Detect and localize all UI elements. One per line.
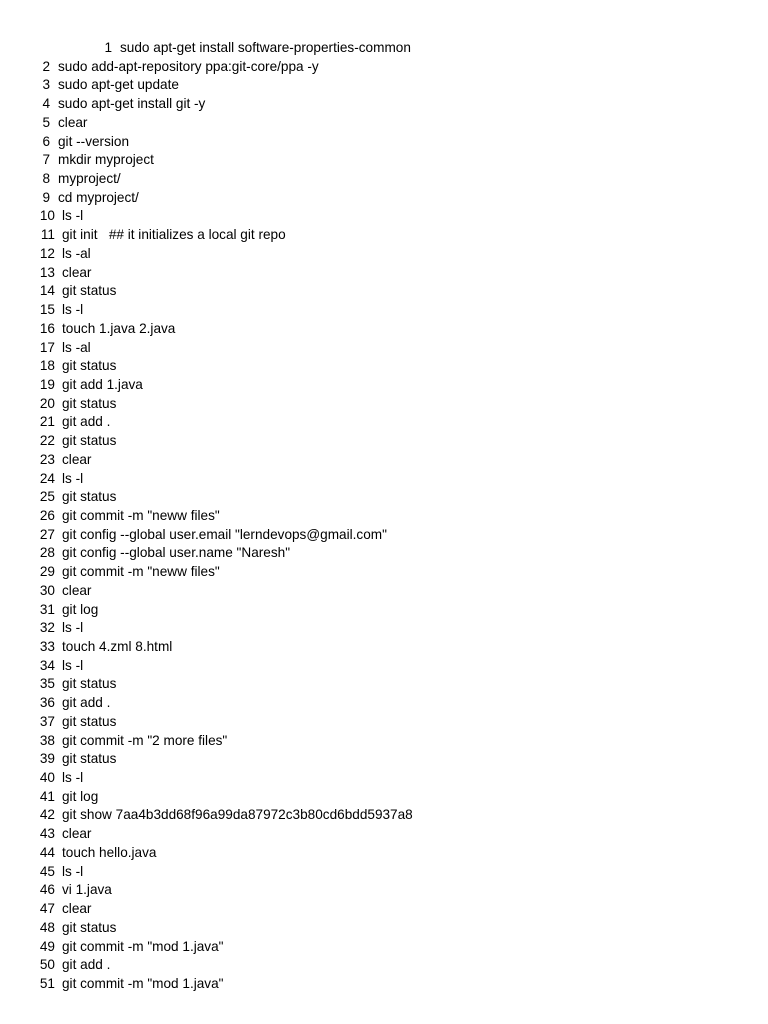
line-number: 27 bbox=[39, 526, 55, 542]
history-line bbox=[0, 207, 768, 226]
history-line bbox=[0, 657, 768, 676]
line-number: 9 bbox=[42, 189, 50, 205]
line-number: 20 bbox=[39, 395, 55, 411]
command-text: git status bbox=[62, 358, 117, 374]
line-number: 41 bbox=[39, 788, 55, 804]
history-line bbox=[0, 881, 768, 900]
line-number: 23 bbox=[39, 451, 55, 467]
command-text: git log bbox=[62, 601, 99, 617]
line-number: 30 bbox=[39, 582, 55, 598]
line-number: 10 bbox=[39, 208, 55, 224]
line-number: 14 bbox=[39, 283, 55, 299]
history-line bbox=[0, 95, 768, 114]
line-number: 13 bbox=[39, 264, 55, 280]
command-text: git init ## it initializes a local git repo bbox=[62, 227, 286, 243]
command-text: clear bbox=[62, 451, 92, 467]
line-number: 45 bbox=[39, 863, 55, 879]
command-text: git commit -m "mod 1.java" bbox=[62, 975, 224, 991]
history-line bbox=[0, 956, 768, 975]
history-line bbox=[0, 544, 768, 563]
line-number: 29 bbox=[39, 564, 55, 580]
history-line bbox=[0, 844, 768, 863]
command-text: git status bbox=[62, 713, 117, 729]
command-history-list bbox=[0, 39, 768, 994]
command-text: ls -l bbox=[62, 302, 84, 318]
line-number: 32 bbox=[39, 620, 55, 636]
history-line bbox=[0, 189, 768, 208]
line-number: 25 bbox=[39, 489, 55, 505]
command-text: clear bbox=[58, 114, 88, 130]
history-line bbox=[0, 694, 768, 713]
command-text: ls -l bbox=[62, 470, 84, 486]
command-text: ls -l bbox=[62, 770, 84, 786]
line-number: 42 bbox=[39, 807, 55, 823]
history-line bbox=[0, 376, 768, 395]
command-text: ls -l bbox=[62, 208, 84, 224]
history-line bbox=[0, 825, 768, 844]
line-number: 5 bbox=[42, 114, 50, 130]
command-text: sudo apt-get install git -y bbox=[58, 96, 206, 112]
command-text: git status bbox=[62, 489, 117, 505]
command-text: git config --global user.name "Naresh" bbox=[62, 545, 291, 561]
line-number: 2 bbox=[42, 58, 50, 74]
line-number: 3 bbox=[42, 77, 50, 93]
history-line bbox=[0, 750, 768, 769]
history-line bbox=[0, 863, 768, 882]
line-number: 51 bbox=[39, 975, 55, 991]
command-text: clear bbox=[62, 826, 92, 842]
history-line bbox=[0, 526, 768, 545]
history-line bbox=[0, 601, 768, 620]
command-text: clear bbox=[62, 901, 92, 917]
command-text: git --version bbox=[58, 133, 130, 149]
command-text: myproject/ bbox=[58, 171, 121, 187]
command-text: sudo apt-get update bbox=[58, 77, 179, 93]
command-text: git status bbox=[62, 751, 117, 767]
line-number: 35 bbox=[39, 676, 55, 692]
command-text: ls -l bbox=[62, 657, 84, 673]
command-text: git commit -m "neww files" bbox=[62, 507, 220, 523]
line-number: 17 bbox=[39, 339, 55, 355]
history-line bbox=[0, 806, 768, 825]
history-line bbox=[0, 788, 768, 807]
command-text: git add . bbox=[62, 414, 111, 430]
line-number: 31 bbox=[39, 601, 55, 617]
line-number: 11 bbox=[40, 227, 55, 243]
command-text: git commit -m "neww files" bbox=[62, 564, 220, 580]
history-line bbox=[0, 638, 768, 657]
command-text: sudo add-apt-repository ppa:git-core/ppa -y bbox=[58, 58, 319, 74]
history-line bbox=[0, 507, 768, 526]
command-text: ls -l bbox=[62, 620, 84, 636]
line-number: 49 bbox=[39, 938, 55, 954]
history-line bbox=[0, 114, 768, 133]
history-line bbox=[0, 395, 768, 414]
line-number: 26 bbox=[39, 507, 55, 523]
history-line bbox=[0, 264, 768, 283]
history-line bbox=[0, 339, 768, 358]
line-number: 47 bbox=[39, 901, 55, 917]
history-line bbox=[0, 170, 768, 189]
line-number: 4 bbox=[42, 96, 50, 112]
history-line bbox=[0, 975, 768, 994]
line-number: 38 bbox=[39, 732, 55, 748]
history-line bbox=[0, 357, 768, 376]
command-text: git log bbox=[62, 788, 99, 804]
history-line bbox=[0, 245, 768, 264]
history-line bbox=[0, 39, 768, 58]
line-number: 43 bbox=[39, 826, 55, 842]
line-number: 16 bbox=[39, 320, 55, 336]
line-number: 6 bbox=[42, 133, 50, 149]
history-line bbox=[0, 563, 768, 582]
command-text: ls -al bbox=[62, 339, 91, 355]
line-number: 21 bbox=[39, 414, 55, 430]
history-line bbox=[0, 413, 768, 432]
command-text: git add . bbox=[62, 695, 111, 711]
line-number: 48 bbox=[39, 919, 55, 935]
history-line bbox=[0, 675, 768, 694]
history-line bbox=[0, 713, 768, 732]
history-line bbox=[0, 769, 768, 788]
history-line bbox=[0, 488, 768, 507]
line-number: 34 bbox=[39, 657, 55, 673]
command-text: cd myproject/ bbox=[58, 189, 139, 205]
command-text: git add 1.java bbox=[62, 376, 143, 392]
command-text: git commit -m "mod 1.java" bbox=[62, 938, 224, 954]
history-line bbox=[0, 619, 768, 638]
history-line bbox=[0, 451, 768, 470]
line-number: 36 bbox=[39, 695, 55, 711]
command-text: clear bbox=[62, 582, 92, 598]
command-text: ls -l bbox=[62, 863, 84, 879]
command-text: git add . bbox=[62, 957, 111, 973]
command-text: touch 4.zml 8.html bbox=[62, 639, 173, 654]
history-line bbox=[0, 900, 768, 919]
history-line bbox=[0, 226, 768, 245]
command-text: vi 1.java bbox=[62, 882, 112, 898]
history-line bbox=[0, 938, 768, 957]
line-number: 8 bbox=[42, 171, 50, 187]
command-text: touch hello.java bbox=[62, 844, 157, 860]
command-text: git status bbox=[62, 433, 117, 449]
line-number: 44 bbox=[39, 844, 55, 860]
line-number: 50 bbox=[39, 957, 55, 973]
command-text: git config --global user.email "lerndevops@gmail.com" bbox=[62, 526, 387, 542]
command-text: git status bbox=[62, 676, 117, 692]
command-text: sudo apt-get install software-properties-common bbox=[120, 40, 411, 55]
line-number: 1 bbox=[104, 40, 112, 55]
line-number: 24 bbox=[39, 470, 55, 486]
history-line bbox=[0, 432, 768, 451]
command-text: git status bbox=[62, 395, 117, 411]
line-number: 22 bbox=[39, 433, 55, 449]
history-line bbox=[0, 301, 768, 320]
history-line bbox=[0, 919, 768, 938]
line-number: 7 bbox=[42, 152, 50, 168]
line-number: 28 bbox=[39, 545, 55, 561]
command-text: ls -al bbox=[62, 245, 91, 261]
history-line bbox=[0, 582, 768, 601]
line-number: 46 bbox=[39, 882, 55, 898]
line-number: 18 bbox=[39, 358, 55, 374]
command-text: clear bbox=[62, 264, 92, 280]
line-number: 15 bbox=[39, 302, 55, 318]
line-number: 39 bbox=[39, 751, 55, 767]
command-text: touch 1.java 2.java bbox=[62, 320, 176, 336]
history-line bbox=[0, 133, 768, 152]
history-line bbox=[0, 732, 768, 751]
command-text: git show 7aa4b3dd68f96a99da87972c3b80cd6bdd5937a8 bbox=[62, 807, 413, 823]
line-number: 12 bbox=[39, 245, 55, 261]
line-number: 19 bbox=[39, 376, 55, 392]
history-line bbox=[0, 320, 768, 339]
history-line bbox=[0, 76, 768, 95]
history-line bbox=[0, 58, 768, 77]
command-text: git status bbox=[62, 919, 117, 935]
line-number: 37 bbox=[39, 713, 55, 729]
command-text: mkdir myproject bbox=[58, 152, 154, 168]
history-line bbox=[0, 282, 768, 301]
line-number: 33 bbox=[39, 639, 55, 654]
history-line bbox=[0, 151, 768, 170]
history-line bbox=[0, 470, 768, 489]
line-number: 40 bbox=[39, 770, 55, 786]
command-text: git status bbox=[62, 283, 117, 299]
command-text: git commit -m "2 more files" bbox=[62, 732, 228, 748]
